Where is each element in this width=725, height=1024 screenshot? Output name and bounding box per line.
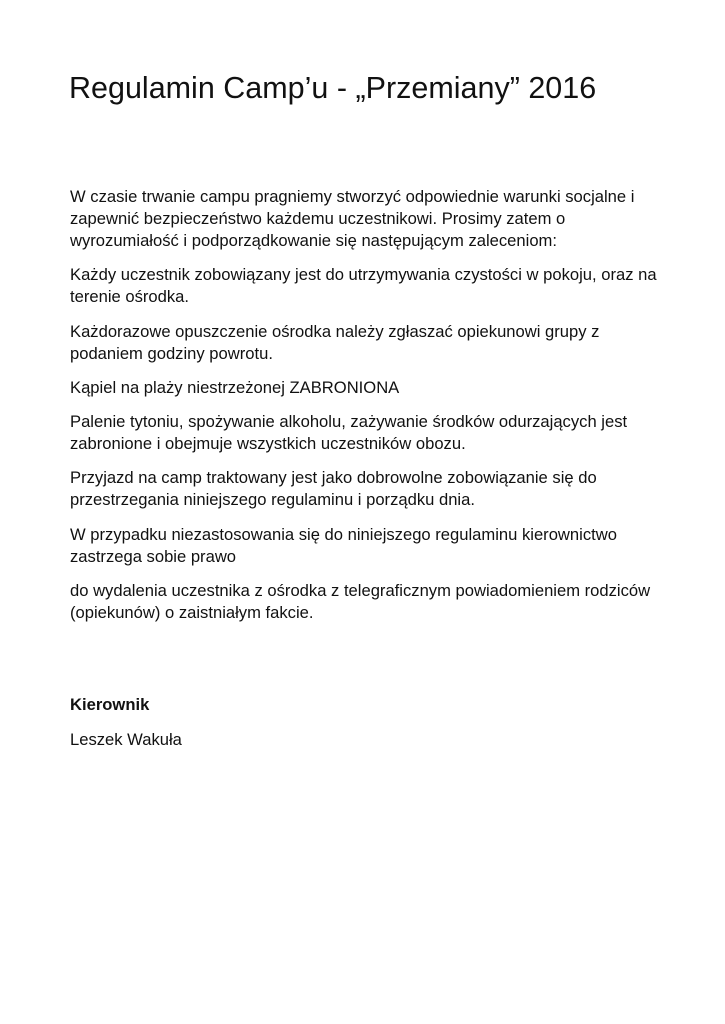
paragraph-violation: W przypadku niezastosowania się do niniejszego regulaminu kierownictwo zastrzega sobie prawo: [70, 524, 617, 566]
signature-block: [70, 694, 182, 763]
paragraph-leaving: Każdorazowe opuszczenie ośrodka należy zgłaszać opiekunowi grupy z podaniem godziny powrotu.: [70, 321, 600, 363]
signature-role: Kierownik: [70, 695, 150, 714]
paragraph-commitment: Przyjazd na camp traktowany jest jako dobrowolne zobowiązanie się do przestrzegania niniejszego regulaminu i porządku dnia.: [70, 468, 597, 510]
paragraph-smoking: Palenie tytoniu, spożywanie alkoholu, zażywanie środków odurzających jest zabronione i obejmuje wszystkich uczestników obozu.: [70, 412, 628, 454]
signature-name: Leszek Wakuła: [70, 729, 182, 749]
document-body: [70, 186, 670, 636]
paragraph-bathing: Kąpiel na plaży niestrzeżonej ZABRONIONA: [70, 377, 400, 397]
document-title: Regulamin Camp’u - „Przemiany” 2016: [69, 71, 597, 105]
paragraph-intro: W czasie trwanie campu pragniemy stworzyć odpowiednie warunki socjalne i zapewnić bezpieczeństwo każdemu uczestnikowi. Prosimy zatem o wyrozumiałość i podporządkowanie się następującym zaleceniom:: [70, 187, 635, 250]
paragraph-expulsion: do wydalenia uczestnika z ośrodka z telegraficznym powiadomieniem rodziców (opiekunów) o zaistniałym fakcie.: [70, 581, 651, 623]
paragraph-cleanliness: Każdy uczestnik zobowiązany jest do utrzymywania czystości w pokoju, oraz na terenie ośrodka.: [70, 265, 657, 307]
